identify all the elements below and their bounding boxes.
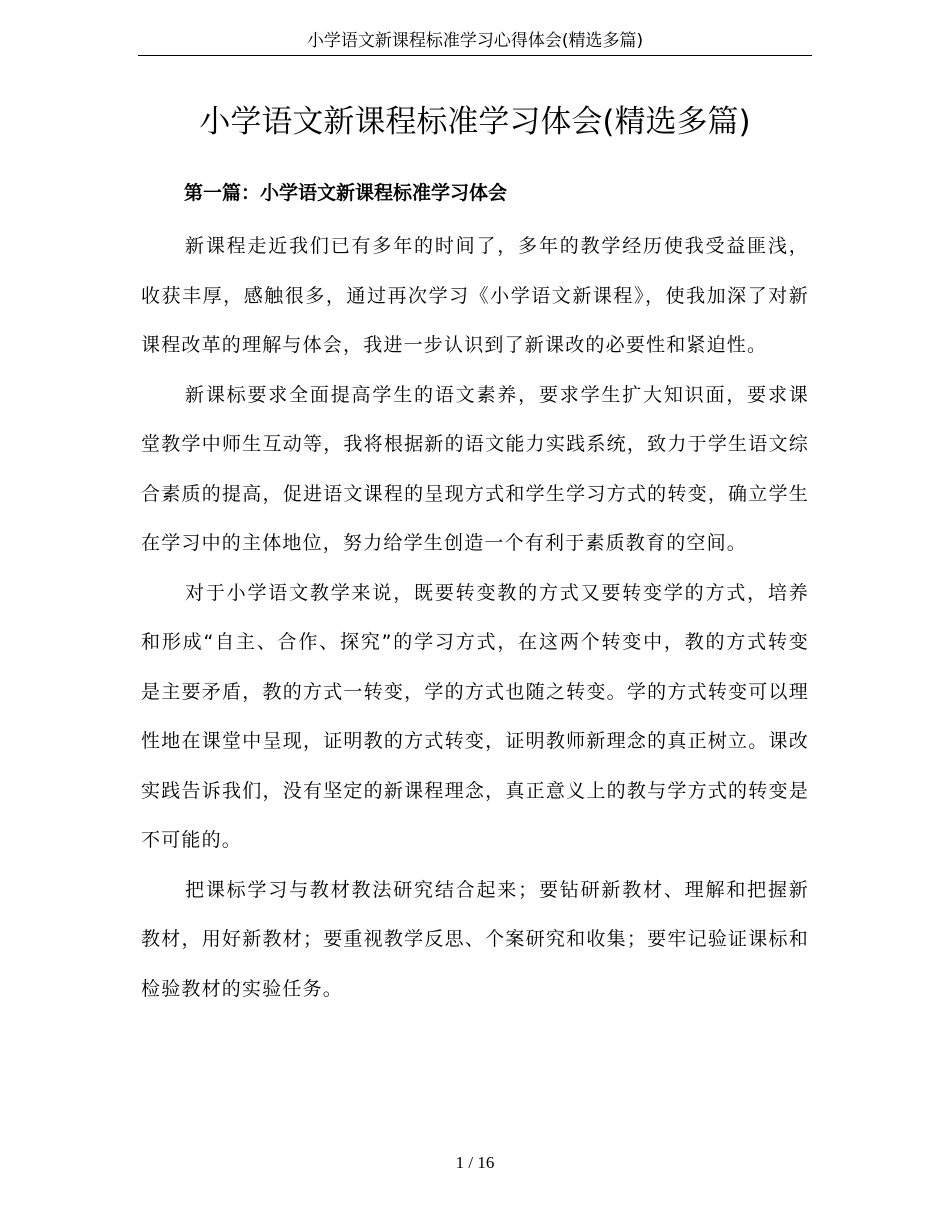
section-heading: 第一篇：小学语文新课程标准学习体会 — [184, 182, 508, 204]
running-header: 小学语文新课程标准学习心得体会(精选多篇) — [306, 31, 644, 51]
body-text — [141, 222, 809, 1014]
document-title: 小学语文新课程标准学习体会(精选多篇) — [199, 104, 751, 140]
paragraph: 把课标学习与教材教法研究结合起来；要钻研新教材、理解和把握新教材，用好新教材；要重视教学反思、个案研究和收集；要牢记验证课标和检验教材的实验任务。 — [141, 878, 809, 1000]
page-number: 1 / 16 — [455, 1153, 495, 1172]
paragraph: 对于小学语文教学来说，既要转变教的方式又要转变学的方式，培养和形成“自主、合作、探究”的学习方式，在这两个转变中，教的方式转变是主要矛盾，教的方式一转变，学的方式也随之转变。学的方式转变可以理性地在课堂中呈现，证明教的方式转变，证明教师新理念的真正树立。课改实践告诉我们，没有坚定的新课程理念，真正意义上的教与学方式的转变是不可能的。 — [141, 581, 809, 851]
paragraph: 新课标要求全面提高学生的语文素养，要求学生扩大知识面，要求课堂教学中师生互动等，我将根据新的语文能力实践系统，致力于学生语文综合素质的提高，促进语文课程的呈现方式和学生学习方式的转变，确立学生在学习中的主体地位，努力给学生创造一个有利于素质教育的空间。 — [141, 383, 809, 554]
header-rule — [138, 55, 812, 56]
paragraph: 新课程走近我们已有多年的时间了，多年的教学经历使我受益匪浅，收获丰厚，感触很多，通过再次学习《小学语文新课程》，使我加深了对新课程改革的理解与体会，我进一步认识到了新课改的必要性和紧迫性。 — [141, 235, 809, 356]
